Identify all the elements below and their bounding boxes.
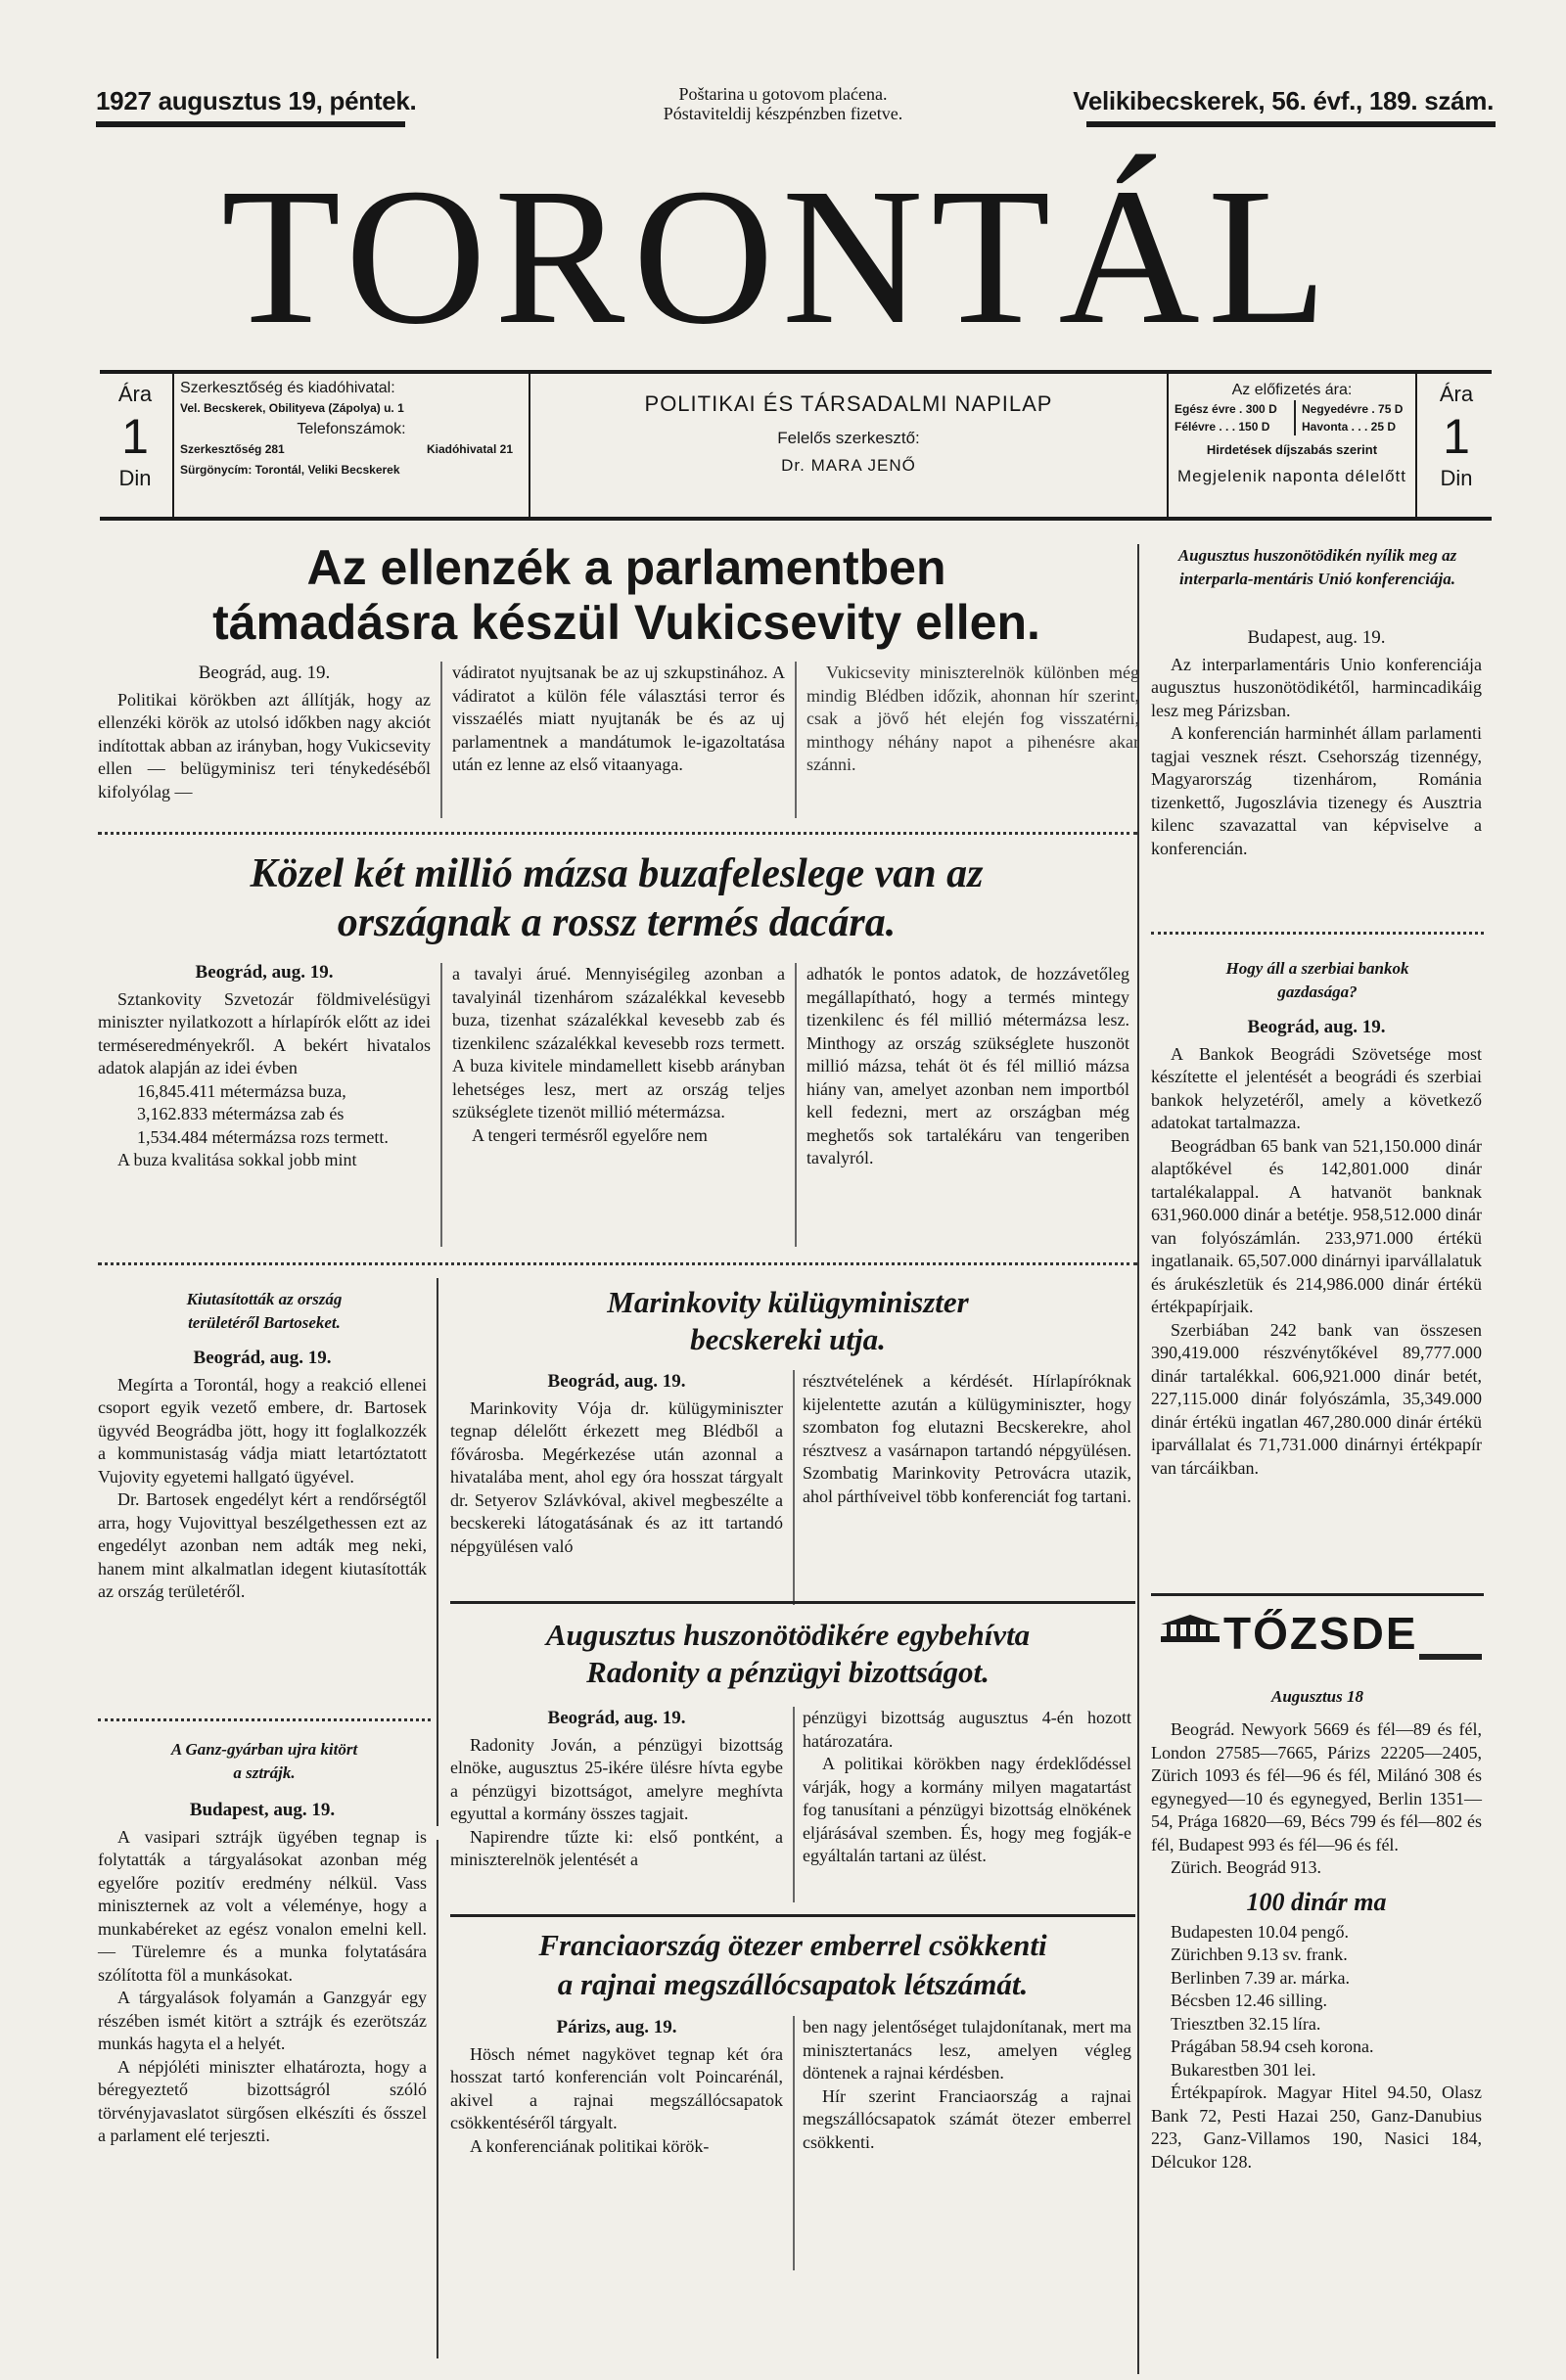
office-address: Vel. Becskerek, Obilityeva (Zápolya) u. 1 [180,401,404,415]
rate-line: Bukarestben 301 lei. [1171,2059,1316,2080]
article-4-headline [1151,957,1484,1004]
paragraph: Sztankovity Szvetozár földmivelésügyi miniszter nyilatkozott a hírlapírók előtt az idei terméseredményekről. A bekért hivatalos adatok alapján az idei évben [98,988,431,1077]
headline-line: Az ellenzék a parlamentben [306,540,946,595]
paragraph: Zürich. Beográd 913. [1171,1857,1321,1877]
paragraph: Dr. Bartosek engedélyt kért a rendőrségtől arra, hogy Vujovittyal beszélgethessen ezt az engedélyt azonban nem adták meg neki, hanem mint alkalmatlan idegent kiutasították az ország területéről. [98,1489,427,1601]
paragraph: A vasipari sztrájk ügyében tegnap is folytatták a tárgyalásokat azonban még egyelőre pozitív eredmény nélkül. Vass miniszternek az volt a véleménye, hogy a munkabéreket az egész vonalon emelni kell. — Türelemre és a munka folytatására szólította föl a munkásokat. [98,1826,427,1985]
paragraph: Vukicsevity miniszterelnök különben még mindig Blédben időzik, ahonnan hír szerint, csak a jövő hét elején fog visszatérni, minthogy néhány napot a pihenésre akar szánni. [806,663,1139,774]
price-value: 1 [1443,409,1470,464]
stat-line: 3,162.833 métermázsa zab és [137,1104,345,1123]
headline-line: A Ganz-gyárban ujra kitört [170,1740,358,1759]
phone-office: Kiadóhivatal 21 [426,442,513,456]
price-label: Ára [117,382,153,406]
subscription-title: Az előfizetés ára: [1231,382,1353,398]
postal-line-1: Poštarina u gotovom plaćena. [678,84,888,104]
paragraph: Hír szerint Franciaország a rajnai megszállócsapatok számát ötezer emberrel csökkenti. [803,2085,1131,2152]
section-divider [450,1601,1135,1604]
dateline: Beográd, aug. 19. [195,962,334,983]
article-8-col-1 [450,1703,783,1872]
phones-title: Telefonszámok: [297,421,406,437]
paper-subtitle: POLITIKAI ÉS TÁRSADALMI NAPILAP [644,391,1053,416]
section-divider [98,832,1137,839]
ads-note: Hirdetések díjszabás szerint [1206,442,1378,457]
paragraph: Értékpapírok. Magyar Hitel 94.50, Olasz Bank 72, Pesti Hazai 250, Ganz-Danubius 223, Ganz-Villamos 190, Nasici 184, Délcukor 128. [1151,2082,1482,2172]
rate-line: Prágában 58.94 cseh korona. [1171,2037,1374,2056]
paragraph: vádiratot nyujtsanak be az uj szkupstinához. A vádiratot a külön féle választási terror és visszaélés miatt nyujtanák be és az uj parlamentnek a mandátumok le-igazoltatása után ez lenne az első vitaanyaga. [452,663,785,774]
top-rule-left [96,121,405,127]
article-1-col-3 [806,662,1139,777]
info-bar [100,370,1492,521]
price-unit: Din [1440,466,1473,490]
article-2-headline [98,849,1135,947]
headline-line: Franciaország ötezer emberrel csökkenti [538,1928,1047,1962]
article-9-col-2 [803,2016,1131,2154]
article-6-headline [450,1284,1126,1358]
subscription-quarter: Negyedévre . 75 D [1302,402,1404,416]
section-divider [98,1262,1137,1269]
article-6-col-1 [450,1366,783,1558]
paragraph: Politikai körökben azt állítják, hogy az ellenzéki körök az utolsó időkben nagy akciót indítottak abban az irányban, hogy Vukicsevity ellen — belügyminisz teri ténykedéséből kifolyólag — [98,689,431,801]
paragraph: résztvételének a kérdését. Hírlapíróknak kijelentette azután a külügyminiszter, hogy szombaton fog elutazni Becskerekre, ahol résztvesz a vasárnapon tartandó népgyülésen. Szombatig Marinkovity Petrovácra utazik, ahol párthíveivel több konferenciát fog tartani. [803,1371,1131,1506]
top-rule-right [1086,121,1496,127]
postal-note [587,84,979,123]
price-unit: Din [118,466,152,490]
headline-line: területéről Bartoseket. [188,1313,341,1332]
price-left [100,374,170,491]
issue-number: Velikibecskerek, 56. évf., 189. szám. [1073,86,1494,115]
article-7-body [98,1795,427,2148]
paragraph: Radonity Jován, a pénzügyi bizottság elnöke, augusztus 25-ikére ülésre hívta egybe a pénzügyi bizottságot, amelyre meghívta egyuttal a kormány összes tagjait. [450,1734,783,1823]
stat-line: 16,845.411 métermázsa buza, [137,1080,346,1101]
issue-date: 1927 augusztus 19, péntek. [96,86,417,115]
subscription-info [1174,380,1409,486]
article-9-headline [450,1926,1135,2004]
article-1-col-1 [98,658,431,803]
paragraph: A Bankok Beográdi Szövetsége most készítette el jelentését a beográdi és szerbiai bankok helyzetéről, amely a következő adatokat tartalmazza. [1151,1043,1482,1132]
borse-title: TŐZSDE [1223,1608,1418,1659]
divider [1415,374,1417,517]
headline-line: Augusztus huszonötödikére egybehívta [545,1618,1031,1652]
paragraph: Az interparlamentáris Unio konferenciája augusztus huszonötödikétől, harmincadikáig lesz meg Párizsban. [1151,654,1482,720]
borse-date: Augusztus 18 [1270,1687,1364,1706]
headline-line: Marinkovity külügyminiszter [607,1285,969,1319]
article-5-headline [98,1288,431,1335]
dateline: Párizs, aug. 19. [556,2017,677,2037]
section-divider [98,1718,431,1725]
postal-line-2: Póstaviteldij készpénzben fizetve. [663,104,903,123]
headline-line: támadásra készül Vukicsevity ellen. [212,595,1040,650]
paragraph: Marinkovity Vója dr. külügyminiszter tegnap délelőtt érkezett meg Blédből a fővárosba. Megérkezése után azonnal a hivatalába ment, ahol egy óra hosszat tárgyalt dr. Setyerov Szlávkóval, akivel megbeszélte a becskereki látogatásának és az itt tartandó népgyülésen való [450,1397,783,1556]
dateline: Beográd, aug. 19. [193,1348,332,1368]
paragraph: A buza kvalitása sokkal jobb mint [117,1150,357,1169]
headline-line: Radonity a pénzügyi bizottságot. [586,1655,990,1689]
appears-note: Megjelenik naponta délelőtt [1177,467,1406,485]
paragraph: Beográd. Newyork 5669 és fél—89 és fél, London 27585—7665, Párizs 22205—2405, Zürich 1093 és fél—96 és fél, Milánó 308 és egynegyed—10 és egynegyed, Berlin 1351—54, Prága 16820—69, Bécs 799 és fél—802 és fél, Budapest 993 és fél—96 és fél. [1151,1719,1482,1854]
borse-rule [1419,1654,1482,1660]
dateline: Beográd, aug. 19. [1247,1017,1386,1037]
subscription-half: Félévre . . . 150 D [1174,420,1270,434]
section-divider [1151,932,1484,938]
dateline: Beográd, aug. 19. [547,1371,686,1392]
divider [172,374,174,517]
headline-line: a rajnai megszállócsapatok létszámát. [557,1967,1029,2001]
article-1-col-2 [452,662,785,777]
headline-line: a sztrájk. [233,1763,296,1782]
dateline: Beográd, aug. 19. [547,1708,686,1728]
headline-line: gazdasága? [1277,983,1358,1001]
column-rule [793,1370,795,1605]
borse-body [1151,1718,1482,2174]
divider [529,374,530,517]
article-1-headline [147,540,1106,650]
editor-name: Dr. MARA JENŐ [781,456,916,475]
borse-icon [1159,1615,1227,1644]
headline-line: Közel két millió mázsa buzafeleslege van az [250,851,984,896]
column-rule [440,662,442,818]
column-rule [793,2016,795,2270]
paragraph: A politikai körökben nagy érdeklődéssel várják, hogy a kormány milyen magatartást fog tanusítani a pénzügyi bizottság elnökének eljárásával szemben. És, hogy meg fogják-e egyáltalán tartani az ülést. [803,1754,1131,1865]
telegram-address: Sürgönycím: Torontál, Veliki Becskerek [180,463,400,477]
paragraph: A népjóléti miniszter elhatározta, hogy a béregyeztető bizottságról szóló törvényjavaslatot sürgősen elkészíti és ősszel a parlament elé terjeszti. [98,2056,427,2145]
paragraph: A konferencián harminhét állam parlamenti tagjai vesznek részt. Csehország tizennégy, Magyarország tizenhárom, Románia tizenkettő, Jugoszlávia tizenegy és Ausztria kilenc szavazattal van képviselve a konferencián. [1151,723,1482,858]
stat-line: 1,534.484 métermázsa rozs termett. [137,1126,389,1147]
rate-line: Bécsben 12.46 silling. [1171,1991,1327,2010]
article-8-headline [450,1617,1126,1691]
building-icon [1159,1615,1227,1654]
paragraph: ben nagy jelentőséget tulajdonítanak, mert ma minisztertanács lesz, amelyen végleg döntenek a rajnai kérdésben. [803,2017,1131,2082]
rate-line: Zürichben 9.13 sv. frank. [1171,1945,1348,1964]
column-rule [793,1707,795,1902]
column-rule [795,963,797,1247]
paragraph: Napirendre tűzte ki: első pontként, a miniszterelnök jelentését a [450,1826,783,1869]
article-4-body [1151,1012,1482,1480]
price-right [1421,374,1492,491]
paragraph: Megírta a Torontál, hogy a reakció ellenei csoport egyik vezető embere, dr. Bartosek ügyvéd Beográdba jött, hogy itt foglalkozzék a kommunistaság vádja miatt letartóztatott Vujovity egyetemi hallgató ügyével. [98,1374,427,1487]
phone-editorial: Szerkesztőség 281 [180,442,285,456]
headline-line: Kiutasították az ország [186,1290,343,1308]
article-9-col-1 [450,2012,783,2158]
article-6-col-2 [803,1370,1131,1508]
article-2-col-3 [806,963,1129,1170]
paragraph: A tárgyalások folyamán a Ganzgyár egy részében ismét kitört a sztrájk és ezerötszáz munkás hagyta el a helyét. [98,1988,427,2053]
paragraph: a tavalyi árué. Mennyiségileg azonban a tavalyinál tizenhárom százalékkal kevesebb buza, tizenhat százalékkal kevesebb zab és tizenkilenc százalékkal kevesebb rozs termett. A buza kivitele mindamellett kisebb arányban lehetséges lesz, mert az ország teljes szükséglete tizenöt millió métermázsa. [452,964,785,1121]
paper-subtitle-box [535,391,1162,476]
price-label: Ára [1439,382,1474,406]
office-title: Szerkesztőség és kiadóhivatal: [180,380,395,396]
section-divider [450,1914,1135,1917]
paragraph: Hösch német nagykövet tegnap két óra hosszat tartó konferencián volt Poincarénál, akivel a rajnai megszállócsapatok csökkentéséről tárgyalt. [450,2043,783,2132]
masthead-title: TORONTÁL [220,149,1336,365]
dateline: Beográd, aug. 19. [198,663,331,683]
article-5-body [98,1343,427,1604]
article-2-col-2 [452,963,785,1147]
article-3-headline: Augusztus huszonötödikén nyílik meg az interparla-mentáris Unió konferenciája. [1177,546,1457,588]
divider [1167,374,1169,517]
column-rule [437,1840,438,2358]
column-rule [795,662,797,818]
dateline: Budapest, aug. 19. [189,1800,336,1820]
column-rule [440,963,442,1247]
paragraph: Szerbiában 242 bank van összesen 390,419.000 részvénytőkével 89,777.000 dinár tartalékkal. 606,921.000 dinár betét, 227,115.000 dinár folyószámla, 35,349.000 dinár értékü ingatlan 467,280.000 dinár értékü iparvállalat és 71,731.000 dinárnyi értékpapír van tárcáikban. [1151,1319,1482,1478]
rates-title: 100 dinár ma [1246,1887,1387,1916]
rate-line: Budapesten 10.04 pengő. [1171,1921,1349,1942]
rate-line: Triesztben 32.15 líra. [1171,2013,1321,2034]
article-3-body [1151,622,1482,860]
price-value: 1 [121,409,149,464]
paragraph: pénzügyi bizottság augusztus 4-én hozott határozatára. [803,1708,1131,1751]
column-rule [437,1278,438,1826]
paragraph: adhatók le pontos adatok, de hozzávetőleg megállapítható, hogy a termés mintegy tizenkilenc és fél millió métermázsa lesz. Minthogy az ország szükséglete huszonöt millió mázsa, tehát öt és fél millió mázsa hiány van, amelyet azonban nem importból kell fedezni, mert az országban még meghetős sok tartalékáru van tengeriben tavalyról. [806,964,1129,1167]
paragraph: A konferenciának politikai körök- [470,2135,710,2156]
headline-line: becskereki utja. [690,1322,886,1356]
subscription-month: Havonta . . . 25 D [1302,420,1397,434]
editor-label: Felelős szerkesztő: [777,429,920,447]
paragraph: Beográdban 65 bank van 521,150.000 dinár alaptőkével és 142,801.000 dinár tartalékalappal. A hatvanöt banknak 631,960.000 dinár a betétje. 958,512.000 dinár van folyószámlán. 233,971.000 értékü ingatlanaik. 65,507.000 dinárnyi iparvállalatuk és árukészletük és 214,986.000 dinár értékü értékpapírjaik. [1151,1135,1482,1316]
dateline: Budapest, aug. 19. [1247,627,1386,648]
article-2-col-1 [98,957,431,1172]
section-divider [1151,1593,1484,1596]
column-rule [1137,544,1139,2374]
article-8-col-2 [803,1707,1131,1868]
office-info [180,378,523,481]
phones-row [180,439,523,460]
headline-line: országnak a rossz termés dacára. [337,900,897,945]
headline-line: Hogy áll a szerbiai bankok [1225,959,1409,978]
paragraph: A tengeri termésről egyelőre nem [472,1124,708,1145]
article-7-headline [98,1738,431,1785]
rate-line: Berlinben 7.39 ar. márka. [1171,1967,1350,1988]
subscription-year: Egész évre . 300 D [1174,402,1277,416]
